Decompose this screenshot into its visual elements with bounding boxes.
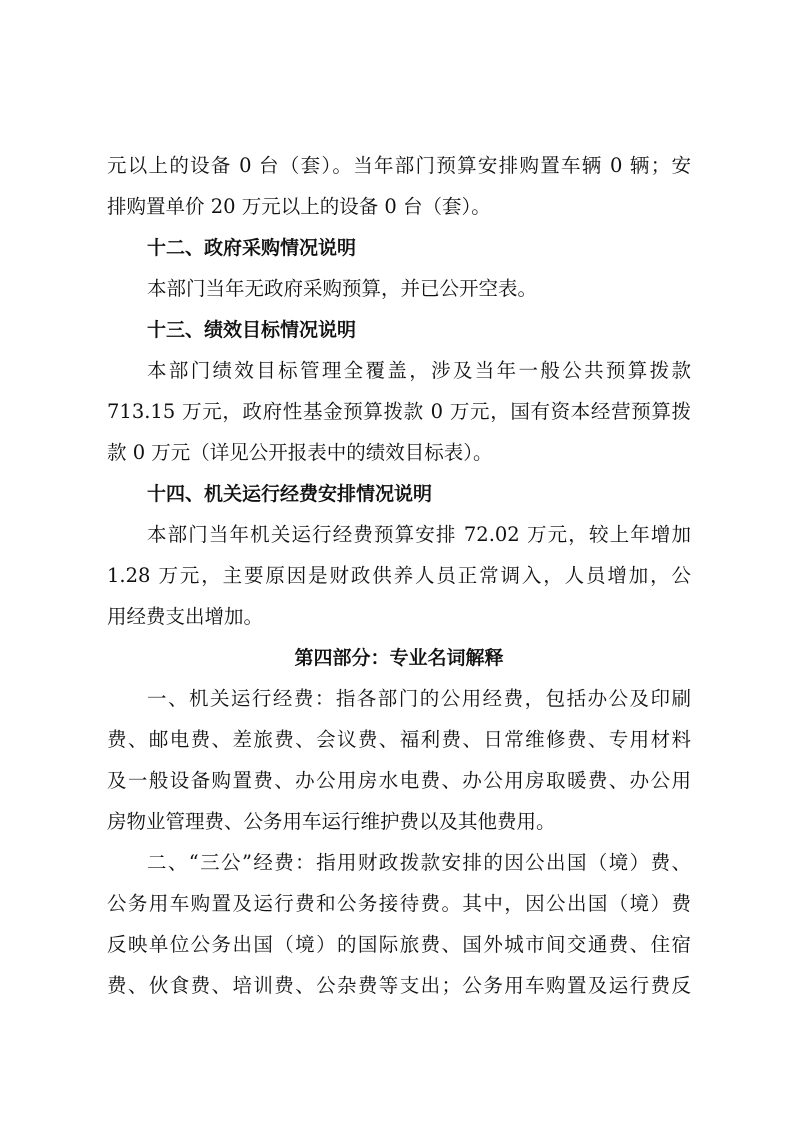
body-text-line: 款 0 万元（详见公开报表中的绩效目标表）。: [107, 441, 493, 464]
body-text-line: 及一般设备购置费、办公用房水电费、办公用房取暖费、办公用: [107, 769, 691, 792]
body-text-line: 713.15 万元，政府性基金预算拨款 0 万元，国有资本经营预算拨: [107, 400, 691, 423]
body-text-line: 本部门绩效目标管理全覆盖，涉及当年一般公共预算拨款: [147, 359, 691, 382]
body-text-line: 元以上的设备 0 台（套）。当年部门预算安排购置车辆 0 辆；安: [107, 154, 691, 177]
body-text-line: 1.28 万元，主要原因是财政供养人员正常调入，人员增加，公: [107, 564, 691, 587]
body-text-line: 本部门当年机关运行经费预算安排 72.02 万元，较上年增加: [147, 523, 691, 546]
body-text-line: 一、机关运行经费：指各部门的公用经费，包括办公及印刷: [147, 687, 691, 710]
body-text-line: 用经费支出增加。: [107, 605, 264, 628]
part-four-heading: 第四部分：专业名词解释: [294, 647, 504, 669]
body-text-line: 排购置单价 20 万元以上的设备 0 台（套）。: [107, 195, 491, 218]
body-text-line: 费、邮电费、差旅费、会议费、福利费、日常维修费、专用材料: [107, 728, 691, 751]
body-text-line: 本部门当年无政府采购预算，并已公开空表。: [147, 277, 538, 300]
body-text-line: 公务用车购置及运行费和公务接待费。其中，因公出国（境）费: [107, 892, 691, 915]
body-text-line: 费、伙食费、培训费、公杂费等支出；公务用车购置及运行费反: [107, 974, 691, 997]
body-text-line: 反映单位公务出国（境）的国际旅费、国外城市间交通费、住宿: [107, 933, 691, 956]
body-text-line: 房物业管理费、公务用车运行维护费以及其他费用。: [107, 810, 556, 833]
section-heading-13: 十三、绩效目标情况说明: [147, 319, 357, 341]
section-heading-14: 十四、机关运行经费安排情况说明: [147, 483, 433, 505]
body-text-line: 二、“三公”经费：指用财政拨款安排的因公出国（境）费、: [147, 851, 691, 874]
section-heading-12: 十二、政府采购情况说明: [147, 237, 357, 259]
